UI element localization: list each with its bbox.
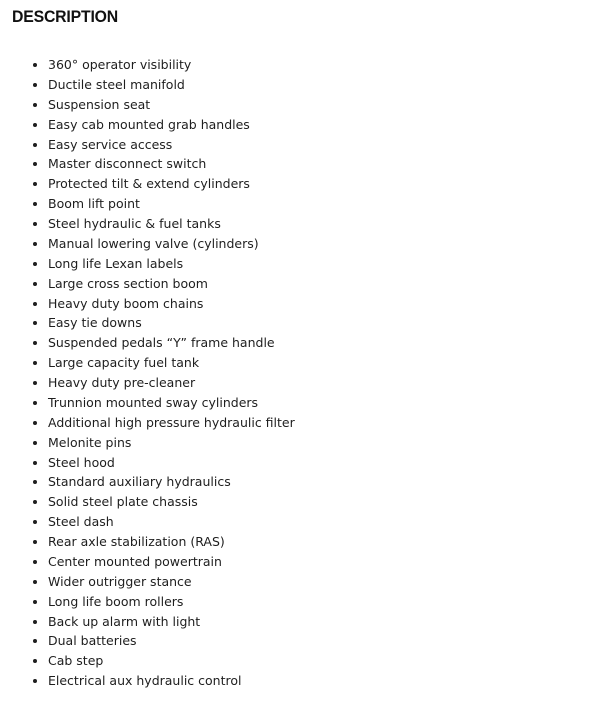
feature-list-item <box>0 631 295 651</box>
feature-text: Steel dash <box>48 514 114 530</box>
bullet-icon <box>33 123 37 127</box>
bullet-icon <box>33 421 37 425</box>
feature-text: Large cross section boom <box>48 275 208 291</box>
feature-list-item <box>0 154 295 174</box>
feature-text: Back up alarm with light <box>48 613 201 629</box>
bullet-icon <box>33 461 37 465</box>
feature-text: 360° operator visibility <box>48 57 192 72</box>
feature-list-item <box>0 612 295 632</box>
feature-list-item <box>0 393 295 413</box>
bullet-icon <box>33 560 37 564</box>
feature-text: Standard auxiliary hydraulics <box>48 474 231 490</box>
feature-list-item <box>0 254 295 274</box>
bullet-icon <box>33 63 37 67</box>
feature-list-item <box>0 313 295 333</box>
bullet-icon <box>33 679 37 683</box>
feature-text: Master disconnect switch <box>48 156 207 172</box>
bullet-icon <box>33 600 37 604</box>
bullet-icon <box>33 302 37 306</box>
feature-list-item <box>0 552 295 572</box>
feature-text: Wider outrigger stance <box>48 573 192 589</box>
feature-text: Melonite pins <box>48 434 132 450</box>
feature-text: Ductile steel manifold <box>48 76 185 92</box>
feature-text: Center mounted powertrain <box>48 553 222 569</box>
feature-list-item <box>0 333 295 353</box>
feature-text: Steel hydraulic & fuel tanks <box>48 216 221 231</box>
feature-list-item <box>0 194 295 214</box>
feature-list-item <box>0 174 295 194</box>
feature-text: Additional high pressure hydraulic filter <box>48 414 295 430</box>
feature-text: Trunnion mounted sway cylinders <box>48 394 259 410</box>
feature-text: Long life Lexan labels <box>48 255 184 271</box>
feature-list-item <box>0 651 295 671</box>
feature-text: Solid steel plate chassis <box>48 494 198 510</box>
bullet-icon <box>33 242 37 246</box>
feature-list-item <box>0 492 295 512</box>
bullet-icon <box>33 500 37 504</box>
bullet-icon <box>33 282 37 286</box>
feature-text: Suspended pedals “Y” frame handle <box>48 335 275 351</box>
feature-text: Boom lift point <box>48 196 140 212</box>
bullet-icon <box>33 162 37 166</box>
feature-list-item <box>0 115 295 135</box>
bullet-icon <box>33 520 37 524</box>
bullet-icon <box>33 381 37 385</box>
feature-list-item <box>0 135 295 155</box>
bullet-icon <box>33 540 37 544</box>
bullet-icon <box>33 103 37 107</box>
bullet-icon <box>33 262 37 266</box>
feature-list-item <box>0 353 295 373</box>
feature-list-item <box>0 75 295 95</box>
feature-text: Rear axle stabilization (RAS) <box>48 534 225 549</box>
bullet-icon <box>33 83 37 87</box>
bullet-icon <box>33 341 37 345</box>
bullet-icon <box>33 182 37 186</box>
feature-text: Electrical aux hydraulic control <box>48 673 242 689</box>
feature-text: Suspension seat <box>48 96 151 112</box>
bullet-icon <box>33 401 37 405</box>
feature-list-item <box>0 512 295 532</box>
feature-list-item <box>0 572 295 592</box>
feature-list-item <box>0 532 295 552</box>
feature-text: Easy tie downs <box>48 315 142 331</box>
feature-text: Easy service access <box>48 136 173 152</box>
feature-text: Steel hood <box>48 454 115 470</box>
feature-text: Manual lowering valve (cylinders) <box>48 235 259 251</box>
bullet-icon <box>33 480 37 484</box>
feature-list-item <box>0 433 295 453</box>
bullet-icon <box>33 202 37 206</box>
feature-list <box>0 55 295 691</box>
bullet-icon <box>33 441 37 445</box>
feature-list-item <box>0 214 295 234</box>
bullet-icon <box>33 639 37 643</box>
feature-list-item <box>0 373 295 393</box>
bullet-icon <box>33 620 37 624</box>
feature-list-item <box>0 453 295 473</box>
description-heading: DESCRIPTION <box>12 7 119 26</box>
feature-list-item <box>0 294 295 314</box>
feature-list-item <box>0 592 295 612</box>
bullet-icon <box>33 143 37 147</box>
feature-text: Dual batteries <box>48 633 137 649</box>
feature-list-item <box>0 95 295 115</box>
feature-list-item <box>0 234 295 254</box>
bullet-icon <box>33 580 37 584</box>
feature-text: Protected tilt & extend cylinders <box>48 176 250 192</box>
feature-list-item <box>0 274 295 294</box>
feature-text: Heavy duty pre-cleaner <box>48 375 196 390</box>
feature-text: Easy cab mounted grab handles <box>48 116 250 132</box>
bullet-icon <box>33 659 37 663</box>
feature-list-item <box>0 413 295 433</box>
feature-list-item <box>0 55 295 75</box>
feature-text: Heavy duty boom chains <box>48 295 204 311</box>
feature-text: Large capacity fuel tank <box>48 355 200 371</box>
feature-list-item <box>0 472 295 492</box>
bullet-icon <box>33 361 37 365</box>
bullet-icon <box>33 222 37 226</box>
feature-list-item <box>0 671 295 691</box>
bullet-icon <box>33 321 37 325</box>
feature-text: Long life boom rollers <box>48 593 184 609</box>
feature-text: Cab step <box>48 653 104 669</box>
